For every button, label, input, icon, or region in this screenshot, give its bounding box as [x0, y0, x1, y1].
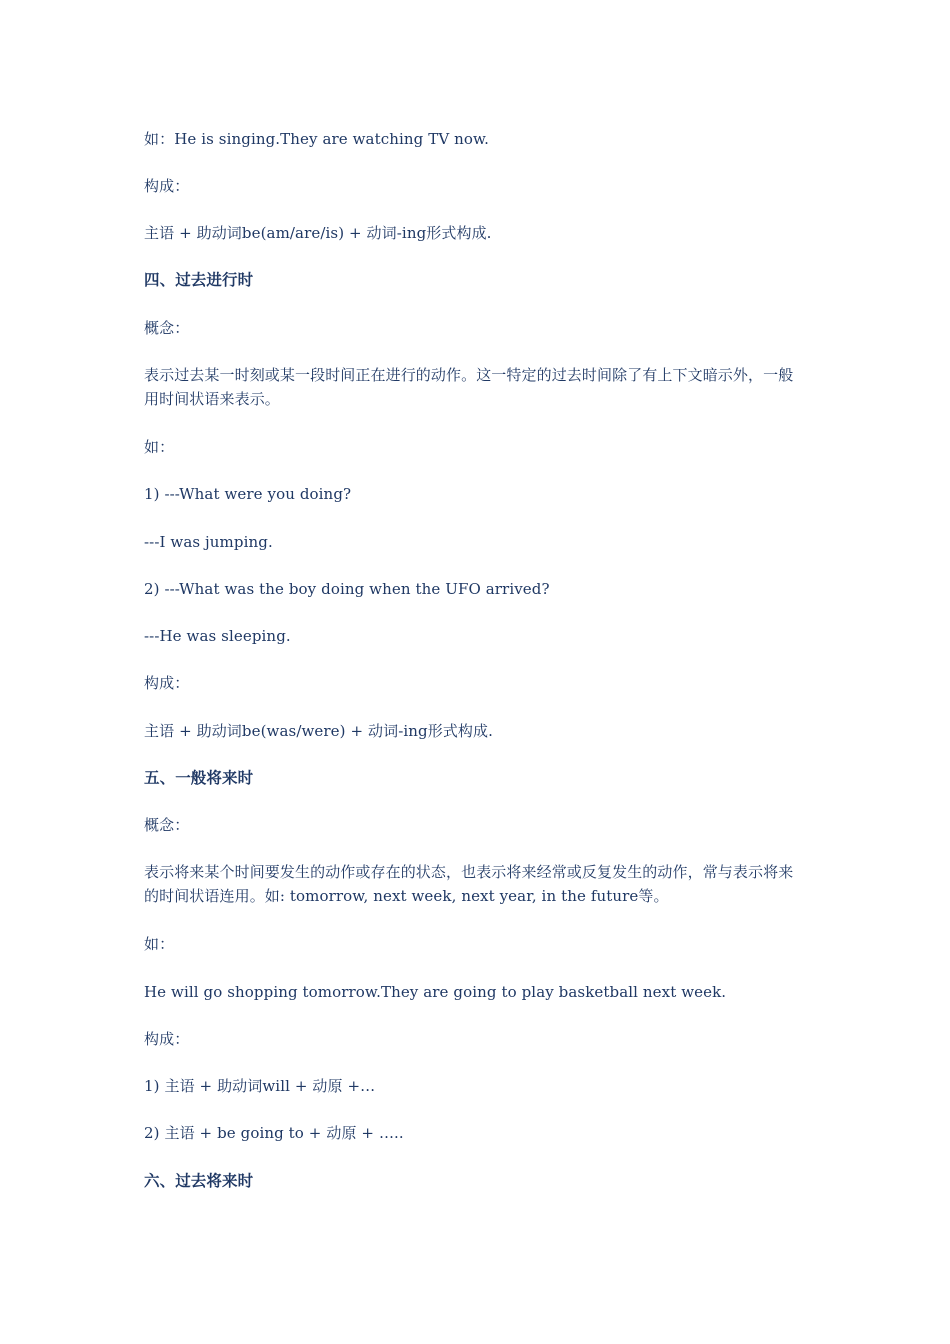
structure-past-continuous: 主语 + 助动词be(was/were) + 动词-ing形式构成.	[144, 722, 493, 740]
section-heading-future-in-past: 六、过去将来时	[144, 1172, 254, 1190]
concept-simple-future: 表示将来某个时间要发生的动作或存在的状态，也表示将来经常或反复发生的动作，常与表示将来的时间状语连用。如: tomorrow, next week, next year, in the future等。	[144, 863, 794, 905]
structure-label: 构成：	[144, 1030, 190, 1048]
concept-past-continuous: 表示过去某一时刻或某一段时间正在进行的动作。这一特定的过去时间除了有上下文暗示外，一般用时间状语来表示。	[144, 366, 794, 408]
example-2-answer: ---He was sleeping.	[144, 627, 291, 645]
structure-future-will: 1) 主语 + 助动词will + 动原 +…	[144, 1077, 376, 1095]
concept-label: 概念：	[144, 319, 190, 337]
example-2-question: 2) ---What was the boy doing when the UFO arrived?	[144, 580, 550, 598]
structure-present-continuous: 主语 + 助动词be(am/are/is) + 动词-ing形式构成.	[144, 224, 492, 242]
section-heading-past-continuous: 四、过去进行时	[144, 271, 254, 289]
example-label: 如：	[144, 438, 175, 456]
structure-future-be-going-to: 2) 主语 + be going to + 动原 + …..	[144, 1124, 404, 1142]
example-1-answer: ---I was jumping.	[144, 533, 273, 551]
example-present-continuous: 如：He is singing.They are watching TV now.	[144, 130, 490, 148]
structure-label: 构成：	[144, 674, 190, 692]
example-1-question: 1) ---What were you doing?	[144, 485, 352, 503]
section-heading-simple-future: 五、一般将来时	[144, 769, 254, 787]
concept-label: 概念：	[144, 816, 190, 834]
example-label: 如：	[144, 935, 175, 953]
structure-label: 构成：	[144, 177, 190, 195]
example-simple-future: He will go shopping tomorrow.They are going to play basketball next week.	[144, 983, 727, 1001]
